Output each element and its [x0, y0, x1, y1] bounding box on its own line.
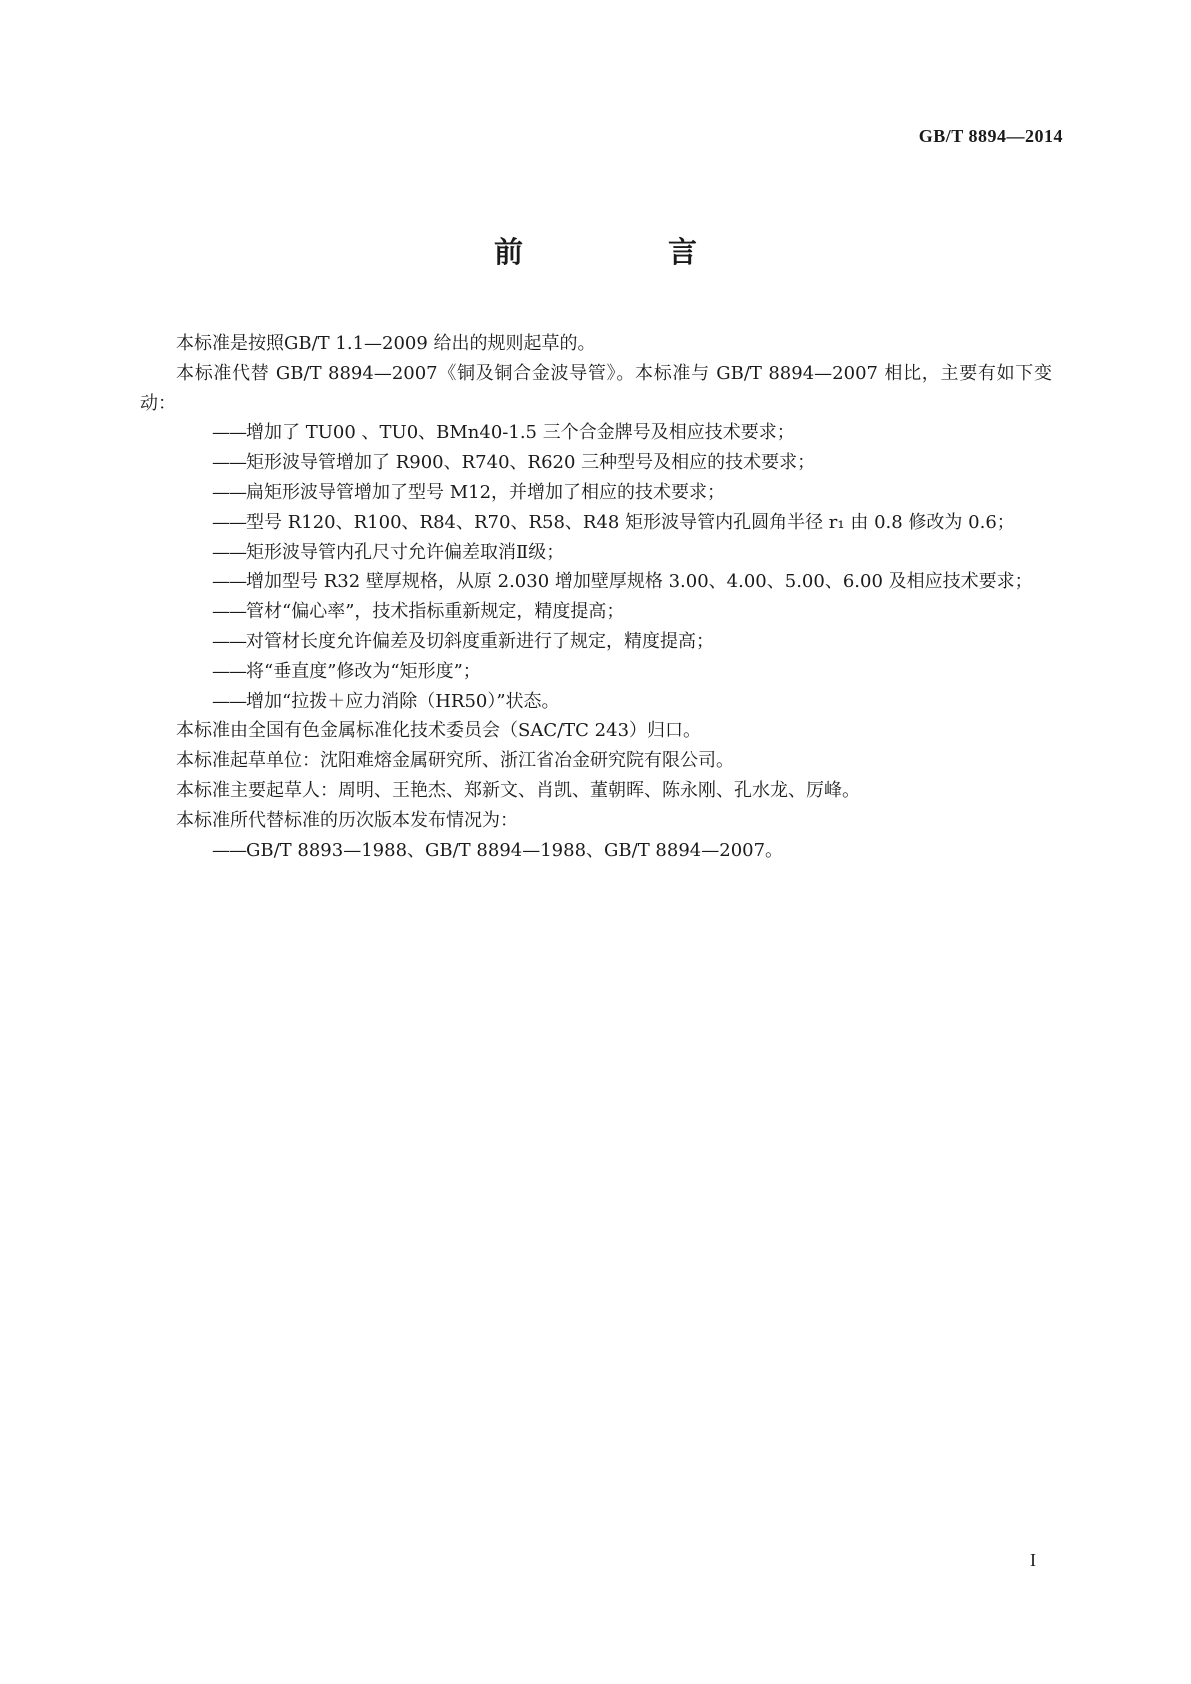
change-item	[140, 687, 1052, 717]
change-item	[140, 627, 1052, 657]
change-item-text: 矩形波导管内孔尺寸允许偏差取消Ⅱ级；	[246, 541, 565, 563]
history-item	[140, 836, 1052, 866]
dash-marker: ——	[212, 660, 246, 682]
dash-marker: ——	[212, 630, 246, 652]
document-code: GB/T 8894—2014	[918, 126, 1063, 146]
change-item-text: 扁矩形波导管增加了型号 M12，并增加了相应的技术要求；	[246, 481, 726, 503]
change-item-text: 管材“偏心率”，技术指标重新规定，精度提高；	[246, 601, 625, 623]
change-item	[140, 657, 1052, 687]
change-item-text: 将“垂直度”修改为“矩形度”；	[246, 660, 481, 682]
change-item-text: 对管材长度允许偏差及切斜度重新进行了规定，精度提高；	[246, 630, 714, 652]
foreword-body	[140, 329, 1052, 865]
dash-marker: ——	[212, 839, 246, 861]
change-item	[140, 538, 1052, 568]
paragraph-drafting-units: 本标准起草单位：沈阳难熔金属研究所、浙江省冶金研究院有限公司。	[176, 750, 734, 772]
change-item	[140, 418, 1052, 448]
change-item-text: 型号 R120、R100、R84、R70、R58、R48 矩形波导管内孔圆角半径 r₁ 由 0.8 修改为 0.6；	[246, 511, 1015, 533]
history-item-text: GB/T 8893—1988、GB/T 8894—1988、GB/T 8894—2007。	[246, 839, 784, 861]
paragraph-drafters: 本标准主要起草人：周明、王艳杰、郑新文、肖凯、董朝晖、陈永刚、孔水龙、厉峰。	[176, 779, 860, 801]
dash-marker: ——	[212, 422, 246, 444]
page-number: I	[1030, 1550, 1036, 1570]
paragraph-drafting-rules: 本标准是按照GB/T 1.1—2009 给出的规则起草的。	[176, 333, 596, 354]
dash-marker: ——	[212, 541, 246, 563]
change-item-text: 矩形波导管增加了 R900、R740、R620 三种型号及相应的技术要求；	[246, 452, 816, 474]
change-item	[140, 508, 1052, 538]
paragraph-centralized-by: 本标准由全国有色金属标准化技术委员会（SAC/TC 243）归口。	[176, 720, 702, 742]
page-title: 前 言	[493, 235, 755, 269]
change-item	[140, 597, 1052, 627]
dash-marker: ——	[212, 511, 246, 533]
change-item	[140, 567, 1052, 597]
change-item-text: 增加型号 R32 壁厚规格，从原 2.030 增加壁厚规格 3.00、4.00、5.00、6.00 及相应技术要求；	[246, 571, 1033, 593]
change-item	[140, 448, 1052, 478]
paragraph-replacement: 本标准代替 GB/T 8894—2007《铜及铜合金波导管》。本标准与 GB/T 8894—2007 相比，主要有如下变动：	[140, 362, 1052, 414]
dash-marker: ——	[212, 571, 246, 593]
dash-marker: ——	[212, 481, 246, 503]
change-item-text: 增加了 TU00 、TU0、BMn40-1.5 三个合金牌号及相应技术要求；	[246, 422, 795, 444]
paragraph-history-intro: 本标准所代替标准的历次版本发布情况为：	[176, 809, 518, 831]
dash-marker: ——	[212, 601, 246, 623]
change-item-text: 增加“拉拨＋应力消除（HR50）”状态。	[246, 690, 560, 712]
dash-marker: ——	[212, 452, 246, 474]
change-item	[140, 478, 1052, 508]
dash-marker: ——	[212, 690, 246, 712]
